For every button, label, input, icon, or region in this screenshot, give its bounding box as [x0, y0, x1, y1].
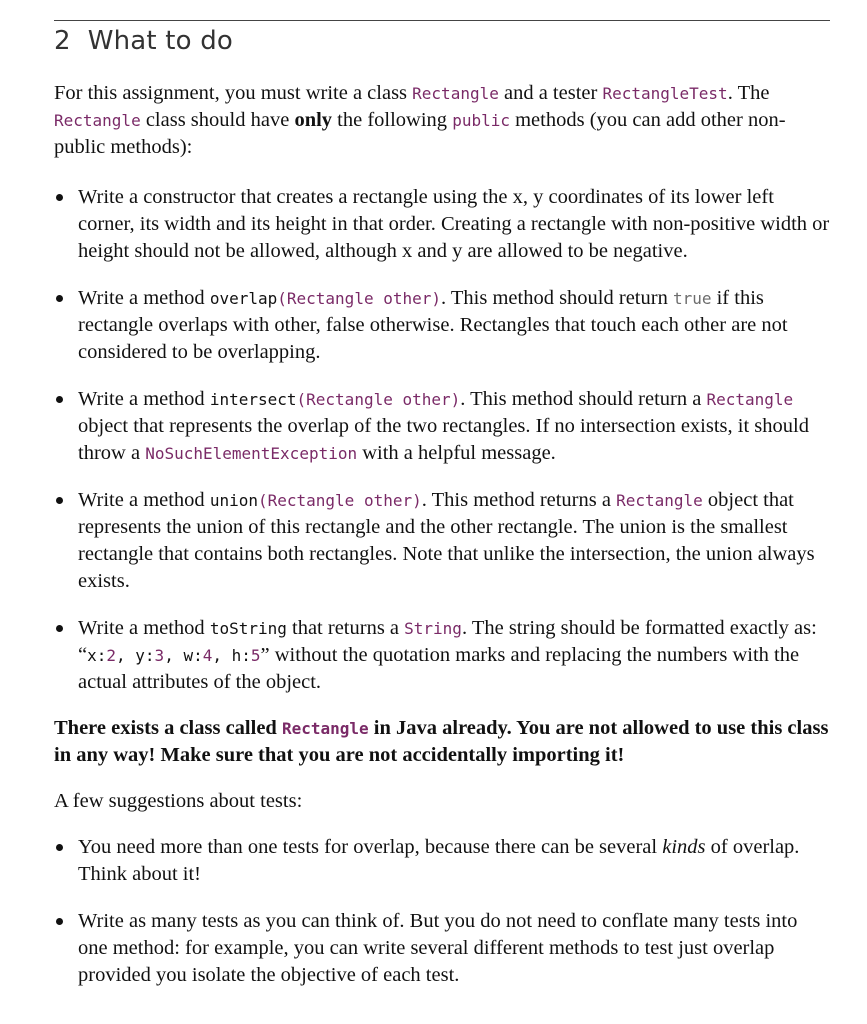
code-rectangle: Rectangle: [706, 390, 794, 409]
suggestions-list: [54, 834, 830, 989]
methods-list: [54, 184, 830, 696]
code-union: union: [209, 491, 258, 510]
format-key: x:: [87, 646, 107, 665]
format-value: 2: [106, 646, 117, 665]
section-top-rule: [54, 20, 830, 21]
list-item-text: Write a method: [78, 489, 210, 511]
bullet-dot: [56, 194, 63, 201]
intro-text: For this assignment, you must write a class: [54, 82, 413, 104]
list-item-text: Write a method: [78, 388, 210, 410]
list-item-text: of overlap. Think about it!: [78, 836, 800, 885]
code-rectangle: Rectangle: [281, 719, 369, 738]
code-exception: NoSuchElementException: [145, 444, 358, 463]
list-item-text: Write as many tests as you can think of. But you do not need to conflate many tests into one method: for example, you can write several different methods to test just overlap provided you isolate the objective of each test.: [78, 910, 798, 986]
list-item-text: with a helpful message.: [357, 442, 556, 464]
format-value: 5: [250, 646, 261, 665]
intro-text: and a tester: [498, 82, 603, 104]
bullet-dot: [56, 918, 63, 925]
intro-text: . The: [727, 82, 770, 104]
list-item-text: . This method should return: [441, 287, 673, 309]
bullet-dot: [56, 625, 63, 632]
list-item-text: Write a method: [78, 617, 210, 639]
section-title: What to do: [87, 26, 234, 56]
intro-text: methods (you can add other non-public methods):: [54, 109, 786, 158]
list-item-text: Write a method: [78, 287, 210, 309]
format-key: , y:: [116, 646, 155, 665]
code-rectangle: Rectangle: [54, 111, 141, 130]
list-item-text: . This method returns a: [421, 489, 617, 511]
suggestions-intro: A few suggestions about tests:: [54, 790, 303, 812]
assignment-body: [54, 80, 830, 989]
format-value: 3: [154, 646, 165, 665]
code-rectangle: Rectangle: [616, 491, 703, 510]
intro-text: the following: [332, 109, 453, 131]
code-tostring: toString: [209, 619, 287, 638]
list-item-text: Write a constructor that creates a rectangle using the x, y coordinates of its lower left corner, its width and its height in that order. Creating a rectangle with non-positive width or height should not be allowed, although x and y are allowed to be negative.: [78, 186, 830, 262]
list-item-overlap: [54, 285, 830, 366]
warning-text: There exists a class called: [54, 717, 282, 739]
code-overlap: overlap: [209, 289, 278, 308]
bullet-dot: [56, 295, 63, 302]
list-item-tostring: [54, 615, 830, 696]
code-rectangle: Rectangle: [412, 84, 499, 103]
section-heading: [54, 25, 233, 57]
bullet-dot: [56, 396, 63, 403]
code-true: true: [672, 289, 712, 308]
code-param: (Rectangle other): [296, 390, 461, 409]
list-item-text: object that represents the union of this rectangle and the other rectangle. The union is the smallest rectangle that contains both rectangles. Note that unlike the intersection, the union always exists.: [78, 489, 815, 592]
list-item-suggestion-tests: [54, 908, 830, 989]
list-item-union: [54, 487, 830, 595]
intro-text: class should have: [140, 109, 295, 131]
intro-paragraph: [54, 80, 830, 161]
list-item-text: You need more than one tests for overlap, because there can be several: [78, 836, 663, 858]
format-key: , w:: [164, 646, 203, 665]
warning-paragraph: [54, 715, 830, 769]
list-item-text: object that represents the overlap of the two rectangles. If no intersection exists, it should throw a: [78, 415, 809, 464]
list-item-text: . This method should return a: [460, 388, 707, 410]
code-rectangle-test: RectangleTest: [602, 84, 728, 103]
bullet-dot: [56, 844, 63, 851]
warning-text: in Java already. You are not allowed to use this class in any way! Make sure that you are not accidentally importing it!: [54, 717, 829, 766]
code-param: (Rectangle other): [257, 491, 422, 510]
list-item-intersect: [54, 386, 830, 467]
list-item-text: if this rectangle overlaps with other, false otherwise. Rectangles that touch each other are not considered to be overlapping.: [78, 287, 788, 363]
list-item-text: . The string should be formatted exactly as: “: [78, 617, 817, 666]
bullet-dot: [56, 497, 63, 504]
list-item-text: ” without the quotation marks and replacing the numbers with the actual attributes of the object.: [78, 644, 800, 693]
section-number: 2: [54, 26, 71, 56]
emphasis-only: only: [294, 109, 333, 131]
list-item-constructor: [54, 184, 830, 265]
code-param: (Rectangle other): [277, 289, 442, 308]
format-value: 4: [202, 646, 213, 665]
code-string: String: [404, 619, 462, 638]
code-intersect: intersect: [209, 390, 297, 409]
format-key: , h:: [212, 646, 251, 665]
code-public: public: [452, 111, 510, 130]
list-item-text: that returns a: [286, 617, 405, 639]
emphasis-kinds: kinds: [662, 836, 706, 858]
list-item-suggestion-overlap: [54, 834, 830, 888]
format-example: [87, 646, 260, 665]
